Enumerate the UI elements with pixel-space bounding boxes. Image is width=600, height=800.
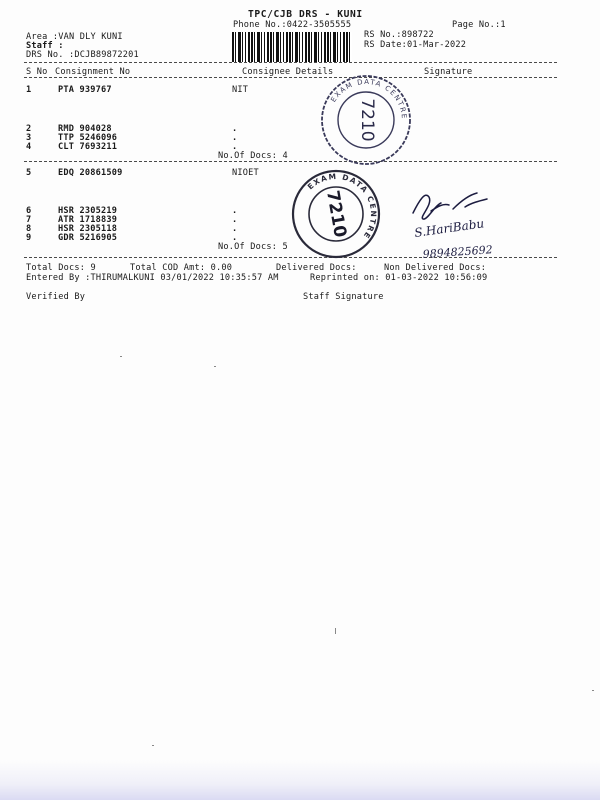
scan-speck — [152, 745, 154, 746]
row-sno: 8 — [26, 224, 32, 234]
row-consignment: GDR 5216905 — [58, 233, 118, 243]
group-doc-count: No.Of Docs: 5 — [218, 242, 288, 252]
scan-speck — [214, 366, 216, 367]
rs-date: RS Date:01-Mar-2022 — [364, 40, 467, 50]
row-consignee: . — [232, 215, 238, 225]
entered-by: Entered By :THIRUMALKUNI 03/01/2022 10:35:57 AM — [26, 273, 279, 283]
row-consignment: HSR 2305118 — [58, 224, 118, 234]
signature-name: S.HariBabu — [413, 216, 485, 240]
row-consignment: HSR 2305219 — [58, 206, 118, 216]
row-consignee: . — [232, 206, 238, 216]
row-consignment: TTP 5246096 — [58, 133, 118, 143]
divider — [24, 62, 557, 63]
total-docs: Total Docs: 9 — [26, 263, 96, 273]
row-consignee: . — [232, 224, 238, 234]
row-consignee: . — [232, 124, 238, 134]
phone-number: Phone No.:0422-3505555 — [233, 20, 352, 30]
stamp-number: 7210 — [322, 188, 350, 240]
handwritten-phone: 9894825692 — [422, 243, 494, 261]
row-consignee: . — [232, 133, 238, 143]
rubber-stamp-seal — [290, 168, 382, 260]
row-consignment: CLT 7693211 — [58, 142, 118, 152]
barcode — [232, 32, 352, 62]
row-sno: 1 — [26, 85, 32, 95]
row-consignee: . — [232, 233, 238, 243]
column-header-signature: Signature — [424, 67, 473, 77]
divider — [24, 77, 557, 78]
page-number: Page No.:1 — [452, 20, 506, 30]
row-consignee: . — [232, 142, 238, 152]
row-consignee: NIT — [232, 85, 249, 95]
row-sno: 2 — [26, 124, 32, 134]
drs-number: DRS No. :DCJB89872201 — [26, 50, 139, 60]
stamp-ring-text: EXAM DATA CENTRE — [305, 171, 379, 241]
divider — [24, 161, 557, 162]
row-consignment: ATR 1718839 — [58, 215, 118, 225]
row-consignee: NIOET — [232, 168, 259, 178]
row-sno: 5 — [26, 168, 32, 178]
non-delivered-docs: Non Delivered Docs: — [384, 263, 487, 273]
document-title: TPC/CJB DRS - KUNI — [248, 9, 363, 20]
staff-label: Staff : — [26, 41, 64, 51]
column-header-consignee: Consignee Details — [242, 67, 334, 77]
column-header-sno: S No — [26, 67, 48, 77]
row-consignment: EDQ 20861509 — [58, 168, 123, 178]
row-sno: 3 — [26, 133, 32, 143]
scan-speck — [592, 690, 594, 691]
area-label: Area :VAN DLY KUNI — [26, 32, 123, 42]
scan-speck — [120, 356, 122, 357]
handwritten-signature — [405, 183, 545, 268]
stamp-number: 7210 — [357, 98, 377, 142]
row-sno: 4 — [26, 142, 32, 152]
stamp-ring-text: EXAM DATA CENTRE — [329, 77, 409, 121]
reprinted-on: Reprinted on: 01-03-2022 10:56:09 — [310, 273, 488, 283]
delivered-docs: Delivered Docs: — [276, 263, 357, 273]
row-sno: 6 — [26, 206, 32, 216]
row-consignment: PTA 939767 — [58, 85, 112, 95]
scan-speck — [335, 628, 336, 634]
row-sno: 7 — [26, 215, 32, 225]
verified-by-label: Verified By — [26, 292, 86, 302]
row-sno: 9 — [26, 233, 32, 243]
column-header-consignment: Consignment No — [55, 67, 131, 77]
staff-signature-label: Staff Signature — [303, 292, 384, 302]
rs-number: RS No.:898722 — [364, 30, 434, 40]
row-consignment: RMD 904028 — [58, 124, 112, 134]
rubber-stamp-seal — [318, 72, 414, 168]
group-doc-count: No.Of Docs: 4 — [218, 151, 288, 161]
total-cod-amount: Total COD Amt: 0.00 — [130, 263, 233, 273]
